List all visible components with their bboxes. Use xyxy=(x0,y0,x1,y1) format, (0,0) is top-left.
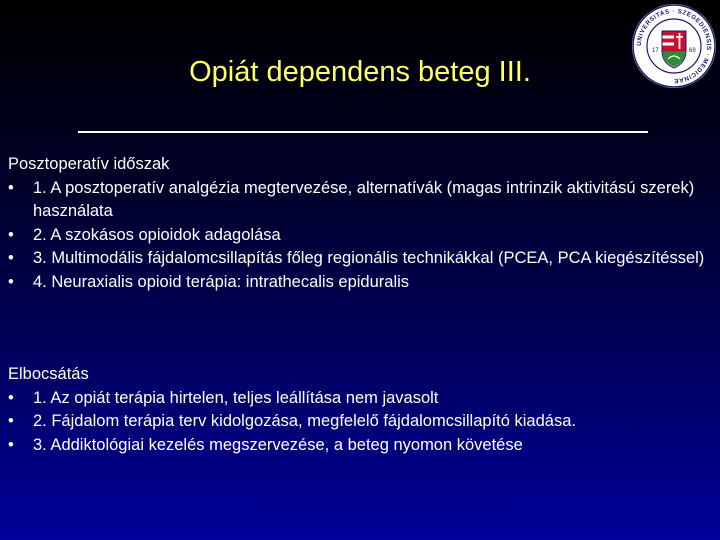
list-item xyxy=(8,247,713,271)
seal-ring-text: UNIVERSITAS · SZEGEDIENSIS · MEDICINAE xyxy=(635,7,713,85)
list-item-text: 2. Fájdalom terápia terv kidolgozása, megfelelő fájdalomcsillapító kiadása. xyxy=(33,412,576,430)
bullet-icon: • xyxy=(8,272,14,291)
title-underline xyxy=(78,131,648,133)
slide-title: Opiát dependens beteg III. xyxy=(189,56,531,88)
list-item xyxy=(8,224,713,248)
bullet-icon: • xyxy=(8,178,14,197)
section-discharge xyxy=(8,363,713,457)
seal-year-right: 69 xyxy=(689,48,696,54)
list-item xyxy=(8,410,713,434)
section-heading: Posztoperatív időszak xyxy=(8,155,170,173)
bullet-icon: • xyxy=(8,225,14,244)
university-seal-icon xyxy=(631,3,717,89)
bullet-icon: • xyxy=(8,388,14,407)
list-item-text: 1. A posztoperatív analgézia megtervezése, alternatívák (magas intrinzik aktivitású szerek) használata xyxy=(33,178,695,220)
list-item xyxy=(8,271,713,295)
list-item xyxy=(8,387,713,411)
section-postoperative xyxy=(8,153,713,294)
list-item-text: 3. Multimodális fájdalomcsillapítás főleg regionális technikákkal (PCEA, PCA kiegészítéssel) xyxy=(33,249,705,267)
bullet-list xyxy=(8,177,713,295)
seal-year-left: 17 xyxy=(652,48,659,54)
bullet-list xyxy=(8,387,713,458)
section-heading: Elbocsátás xyxy=(8,365,89,383)
bullet-icon: • xyxy=(8,249,14,267)
list-item-text: 1. Az opiát terápia hirtelen, teljes leállítása nem javasolt xyxy=(33,388,439,407)
list-item-text: 4. Neuraxialis opioid terápia: intrathecalis epiduralis xyxy=(33,272,410,291)
bullet-icon: • xyxy=(8,412,14,430)
list-item xyxy=(8,177,713,224)
list-item xyxy=(8,434,713,458)
bullet-icon: • xyxy=(8,435,14,454)
list-item-text: 2. A szokásos opioidok adagolása xyxy=(33,225,281,244)
list-item-text: 3. Addiktológiai kezelés megszervezése, a beteg nyomon követése xyxy=(33,435,523,454)
